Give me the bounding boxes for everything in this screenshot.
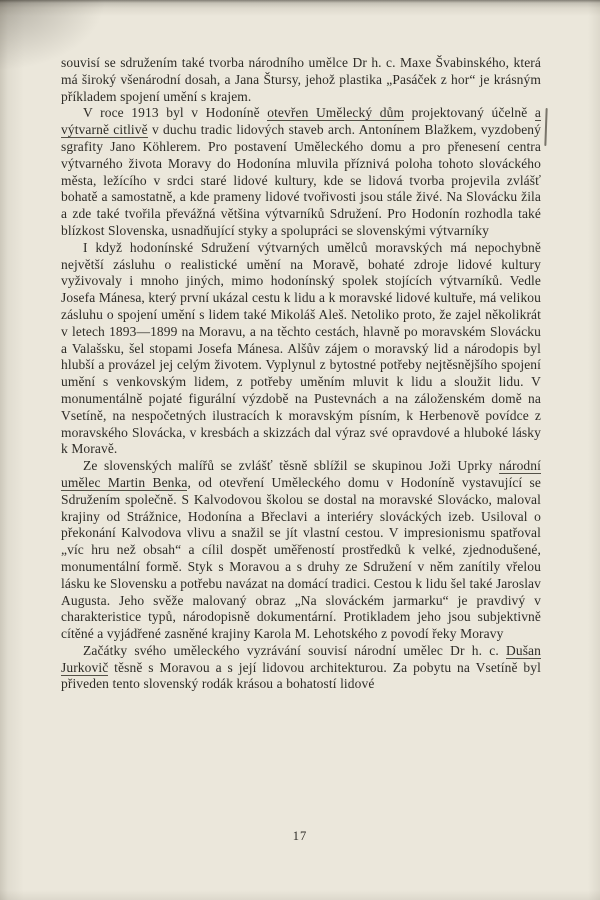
- hand-underlined-phrase: Dušan Jurkovič: [61, 642, 541, 675]
- text-segment: Začátky svého uměleckého vyzrávání souvisí národní umělec Dr h. c.: [83, 642, 506, 658]
- hand-underlined-phrase: národní umělec Martin Benka: [61, 458, 541, 490]
- hand-underlined-phrase: otevřen Umělecký dům: [267, 105, 405, 121]
- paragraph-sdruzeni-ales: [61, 240, 541, 458]
- paragraph-umelecky-dum: [61, 105, 541, 239]
- text-segment: těsně s Moravou a s její lidovou architekturou. Za pobytu na Vsetíně byl přiveden tento slovenský rodák krásou a bohatostí lidové: [61, 659, 541, 692]
- text-block: [61, 55, 541, 693]
- paragraph-continuation: [61, 55, 541, 105]
- text-segment: I když hodonínské Sdružení výtvarných umělců moravských má nepochybně největší zásluhu o realistické umění na Moravě, bohaté zdroje lidové kultury vyživovaly i mnoho jiných, mimo hodonínský spolek stojících výtvarníků. Vedle Josefa Mánesa, který první ukázal cestu k lidu a k moravské lidové kultuře, má velikou zásluhu o spojení umění s lidem také Mikoláš Aleš. Netoliko proto, že zajel několikrát v letech 1893—1899 na Moravu, a na těchto cestách, hlavně po moravském Slovácku a Valašsku, šel stopami Josefa Mánesa. Alšův zájem o moravský lid a národopis byl hlubší a provázel jej celým životem. Vyplynul z bytostné potřeby nejtěsnějšího spojení umění s venkovským lidem, z potřeby uměním mluvit k lidu a sloužit lidu. V monumentálně pojaté figurální výzdobě na Pustevnách a na záloženském domě na Vsetíně, na nespočetných ilustracích k moravským písním, k Herbenově povídce z moravského Slovácka, v kresbách a skizzách dal výraz své opravdové a hluboké lásky k Moravě.: [61, 239, 541, 457]
- text-segment: souvisí se sdružením také tvorba národního umělce Dr h. c. Maxe Švabinského, která má široký všenárodní dosah, a Jana Štursy, jehož plastika „Pasáček z hor“ je krásným příkladem spojení umění s krajem.: [61, 55, 541, 104]
- page-number: 17: [292, 829, 308, 843]
- paragraph-dusan-jurkovic: [61, 643, 541, 693]
- text-segment: V roce 1913 byl v Hodoníně: [83, 105, 268, 121]
- text-segment: projektovaný účelně: [404, 105, 535, 121]
- hand-margin-stroke: [544, 108, 547, 146]
- paragraph-martin-benka: [61, 458, 541, 643]
- text-segment: Ze slovenských malířů se zvlášť těsně sblížil se skupinou Joži Uprky: [83, 458, 500, 474]
- hand-underlined-phrase: a výtvarně citlivě: [61, 105, 541, 138]
- text-segment: v duchu tradic lidových staveb arch. Antonínem Blažkem, vyzdobený sgrafity Jano Köhlerem. Pro postavení Uměleckého domu a pro přenesení centra výtvarného života Moravy do Hodonína mluvila příznivá poloha tohoto slováckého města, ležícího v srdci staré lidové kultury, kde se lidová tvorba projevila zvlášť bohatě a samostatně, a kde prameny lidové tvořivosti jsou stále živé. Na Slovácku žila a zde také tvořila převážná většina výtvarníků Sdružení. Pro Hodonín rozhodla také blízkost Slovenska, usnadňující styky a spolupráci se slovenskými výtvarníky: [61, 122, 541, 238]
- text-segment: , od otevření Uměleckého domu v Hodoníně vystavující se Sdružením společně. S Kalvodovou školou se dostal na moravské Slovácko, maloval krajiny od Strážnice, Hodonína a Břeclavi a interiéry slováckých izeb. Usiloval o překonání Kalvodova vlivu a snažil se jít vlastní cestou. V impresionismu spatřoval „víc hru než obsah“ a cílil dospět uměřeností prostředků k velké, zjednodušené, monumentální formě. Styk s Moravou a s druhy ze Sdružení v něm zanítily vřelou lásku ke Slovensku a potřebu navázat na domácí tradici. Cestou k lidu šel také Jaroslav Augusta. Jeho svěže malovaný obraz „Na slováckém jarmarku“ je pravdivý v charakteristice typů, národopisně dokumentární. Protikladem jeho jsou subjektivně cítěné a vyjádřené zasněné krajiny Karola M. Lehotského z povodí řeky Moravy: [61, 474, 541, 642]
